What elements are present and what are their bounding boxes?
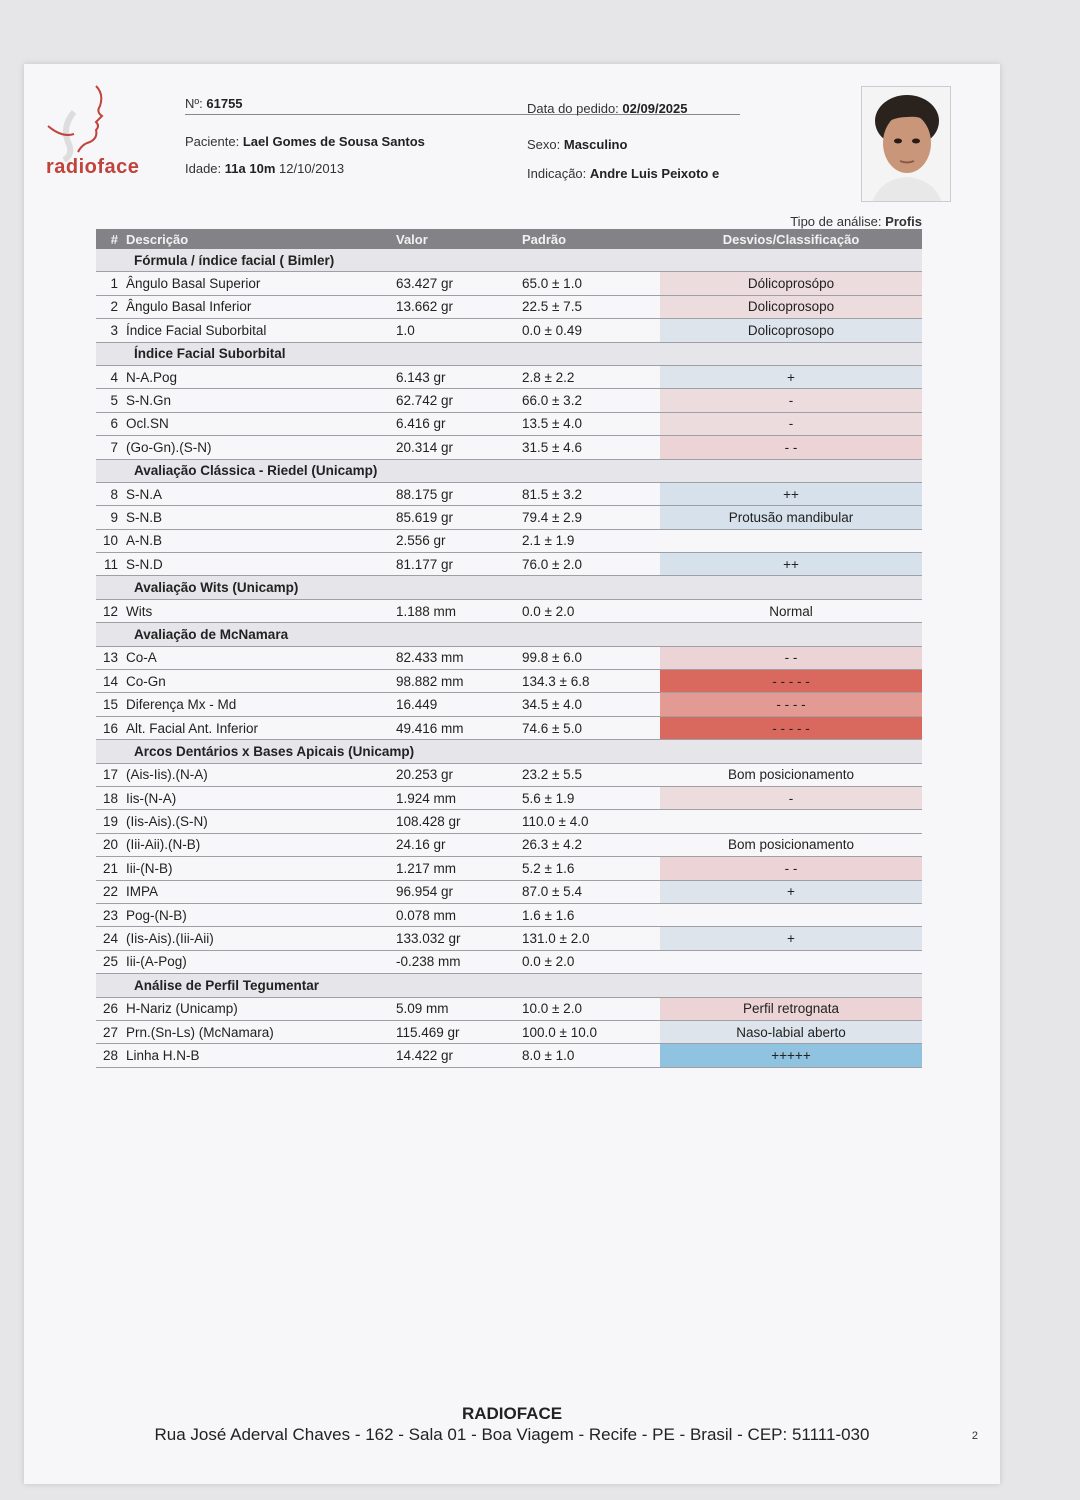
table-row	[96, 670, 922, 693]
sex-label: Sexo:	[527, 137, 561, 152]
row-classification: -	[660, 413, 922, 435]
header-desc: Descrição	[126, 231, 189, 247]
row-standard: 134.3 ± 6.8	[522, 673, 590, 689]
table-row	[96, 787, 922, 810]
order-number	[185, 96, 243, 111]
row-classification: Naso-labial aberto	[660, 1021, 922, 1043]
row-standard: 1.6 ± 1.6	[522, 907, 575, 923]
row-number: 6	[110, 416, 118, 432]
row-standard: 22.5 ± 7.5	[522, 299, 582, 315]
row-value: 6.143 gr	[396, 369, 446, 385]
row-standard: 8.0 ± 1.0	[522, 1047, 575, 1063]
row-number: 25	[102, 954, 118, 970]
row-number: 5	[110, 393, 118, 409]
report-sheet	[24, 64, 1000, 1484]
row-description: Iii-(A-Pog)	[126, 954, 187, 970]
row-description: IMPA	[126, 884, 159, 900]
row-classification: - -	[660, 436, 922, 458]
table-row	[96, 717, 922, 740]
page-number: 2	[971, 1430, 978, 1442]
row-value: -0.238 mm	[396, 954, 461, 970]
row-number: 14	[102, 673, 118, 689]
brand-wordmark: radioface	[46, 156, 140, 178]
row-standard: 65.0 ± 1.0	[522, 276, 582, 292]
row-description: (Go-Gn).(S-N)	[126, 439, 212, 455]
row-number: 15	[102, 697, 118, 713]
age	[185, 161, 344, 176]
row-number: 1	[110, 276, 118, 292]
footer	[24, 1404, 1000, 1445]
row-standard: 23.2 ± 5.5	[522, 767, 582, 783]
row-standard: 10.0 ± 2.0	[522, 1001, 582, 1017]
order-date-label: Data do pedido:	[527, 101, 619, 116]
table-row	[96, 530, 922, 553]
row-value: 81.177 gr	[396, 556, 454, 572]
row-value: 1.0	[396, 322, 415, 338]
row-value: 62.742 gr	[396, 393, 454, 409]
section-title: Análise de Perfil Tegumentar	[134, 977, 320, 993]
face-profile-icon	[44, 82, 134, 162]
row-classification	[660, 530, 922, 552]
row-description: Linha H.N-B	[126, 1047, 200, 1063]
row-number: 13	[102, 650, 118, 666]
row-number: 28	[102, 1047, 118, 1063]
section-title: Índice Facial Suborbital	[134, 346, 286, 362]
row-description: S-N.A	[126, 486, 163, 502]
row-number: 27	[102, 1024, 118, 1040]
table-row	[96, 1044, 922, 1067]
row-value: 88.175 gr	[396, 486, 454, 502]
row-number: 11	[103, 556, 118, 572]
row-number: 22	[102, 884, 118, 900]
section-title: Fórmula / índice facial ( Bimler)	[134, 252, 335, 268]
row-description: Iii-(N-B)	[126, 860, 173, 876]
row-classification: -	[660, 389, 922, 411]
section-row	[96, 740, 922, 763]
sex-value: Masculino	[563, 137, 628, 152]
row-value: 133.032 gr	[396, 931, 461, 947]
row-number: 8	[110, 486, 118, 502]
row-standard: 5.2 ± 1.6	[522, 860, 575, 876]
row-value: 6.416 gr	[396, 416, 446, 432]
order-number-value: 61755	[206, 96, 243, 111]
row-description: S-N.D	[126, 556, 163, 572]
row-description: (Iis-Ais).(Iii-Aii)	[126, 931, 214, 947]
row-number: 26	[102, 1001, 118, 1017]
row-number: 19	[102, 814, 118, 830]
row-standard: 131.0 ± 2.0	[522, 931, 590, 947]
row-standard: 13.5 ± 4.0	[522, 416, 582, 432]
table-row	[96, 506, 922, 529]
row-classification: Perfil retrognata	[660, 998, 922, 1020]
row-standard: 87.0 ± 5.4	[522, 884, 582, 900]
row-classification: +	[660, 881, 922, 903]
row-classification: Dólicoprosópo	[660, 272, 922, 294]
section-title: Avaliação Wits (Unicamp)	[134, 580, 299, 596]
row-value: 24.16 gr	[396, 837, 446, 853]
row-classification: Dolicoprosopo	[660, 319, 922, 341]
row-number: 4	[110, 369, 118, 385]
row-number: 16	[102, 720, 118, 736]
section-title: Avaliação de McNamara	[134, 626, 289, 642]
row-description: (Iis-Ais).(S-N)	[126, 814, 208, 830]
row-number: 23	[102, 907, 118, 923]
row-standard: 66.0 ± 3.2	[522, 393, 582, 409]
row-standard: 5.6 ± 1.9	[522, 790, 575, 806]
row-number: 10	[102, 533, 118, 549]
row-value: 1.217 mm	[396, 860, 457, 876]
table-row	[96, 951, 922, 974]
row-standard: 34.5 ± 4.0	[522, 697, 582, 713]
row-standard: 76.0 ± 2.0	[522, 556, 582, 572]
table-row	[96, 483, 922, 506]
row-value: 98.882 mm	[396, 673, 464, 689]
row-classification: Bom posicionamento	[727, 837, 855, 853]
row-classification: - - - -	[660, 693, 922, 715]
table-body	[96, 249, 922, 1068]
patient-label: Paciente:	[185, 134, 240, 149]
row-value: 20.253 gr	[396, 767, 454, 783]
footer-address: Rua José Aderval Chaves - 162 - Sala 01 - Boa Viagem - Recife - PE - Brasil - CEP: 51111-030	[154, 1425, 870, 1444]
row-number: 12	[102, 603, 118, 619]
table-row	[96, 366, 922, 389]
table-row	[96, 413, 922, 436]
header-num: #	[110, 231, 118, 247]
row-number: 9	[110, 509, 118, 525]
row-description: Co-A	[126, 650, 157, 666]
row-standard: 0.0 ± 2.0	[522, 603, 575, 619]
row-value: 82.433 mm	[396, 650, 464, 666]
row-description: H-Nariz (Unicamp)	[126, 1001, 238, 1017]
section-row	[96, 249, 922, 272]
table-row	[96, 436, 922, 459]
row-classification: Protusão mandibular	[660, 506, 922, 528]
analysis-type-value: Profis	[885, 214, 922, 229]
row-classification: - -	[660, 857, 922, 879]
row-standard: 110.0 ± 4.0	[522, 814, 589, 830]
row-description: Pog-(N-B)	[126, 907, 187, 923]
table-row	[96, 904, 922, 927]
row-classification: - - - - -	[660, 670, 922, 692]
table-row	[96, 319, 922, 342]
row-description: A-N.B	[126, 533, 163, 549]
row-standard: 31.5 ± 4.6	[522, 439, 582, 455]
row-classification: +++++	[660, 1044, 922, 1066]
table-row	[96, 857, 922, 880]
row-classification: ++	[660, 553, 922, 575]
table-row	[96, 1021, 922, 1044]
section-title: Avaliação Clássica - Riedel (Unicamp)	[134, 463, 378, 479]
patient-name: Lael Gomes de Sousa Santos	[242, 134, 425, 149]
row-description: (Iii-Aii).(N-B)	[126, 837, 201, 853]
row-description: Ocl.SN	[126, 416, 169, 432]
row-description: S-N.Gn	[126, 393, 172, 409]
row-description: Alt. Facial Ant. Inferior	[126, 720, 259, 736]
sex	[527, 137, 627, 152]
row-classification: - - - - -	[660, 717, 922, 739]
row-description: (Ais-Iis).(N-A)	[126, 767, 208, 783]
row-classification: Normal	[769, 603, 813, 619]
row-number: 20	[102, 837, 118, 853]
row-value: 14.422 gr	[396, 1047, 454, 1063]
row-description: N-A.Pog	[126, 369, 178, 385]
row-classification: Bom posicionamento	[727, 767, 855, 783]
header-val: Valor	[396, 231, 428, 247]
row-classification	[660, 904, 922, 926]
table-row	[96, 810, 922, 833]
row-value: 16.449	[396, 697, 438, 713]
patient	[185, 134, 425, 149]
table-row	[96, 998, 922, 1021]
cephalometric-table	[96, 229, 922, 1068]
order-date-value: 02/09/2025	[622, 101, 688, 116]
row-standard: 2.8 ± 2.2	[522, 369, 575, 385]
order-date	[527, 101, 688, 116]
row-number: 21	[102, 860, 118, 876]
row-description: Wits	[126, 603, 153, 619]
row-number: 18	[102, 790, 118, 806]
row-standard: 0.0 ± 2.0	[522, 954, 575, 970]
row-description: Iis-(N-A)	[126, 790, 177, 806]
row-number: 2	[110, 299, 118, 315]
row-value: 115.469 gr	[396, 1024, 460, 1040]
row-standard: 79.4 ± 2.9	[522, 509, 582, 525]
row-value: 1.924 mm	[396, 790, 457, 806]
indication-value: Andre Luis Peixoto e	[589, 166, 720, 181]
table-header	[96, 229, 922, 249]
row-classification: -	[660, 787, 922, 809]
age-value: 11a 10m	[224, 161, 276, 176]
section-title: Arcos Dentários x Bases Apicais (Unicamp)	[134, 743, 415, 759]
row-standard: 0.0 ± 0.49	[522, 322, 582, 338]
table-row	[96, 553, 922, 576]
row-classification: - -	[660, 647, 922, 669]
patient-photo	[861, 86, 951, 202]
row-description: Ângulo Basal Inferior	[126, 299, 252, 315]
row-number: 7	[110, 439, 118, 455]
row-standard: 2.1 ± 1.9	[522, 533, 575, 549]
age-label: Idade:	[185, 161, 222, 176]
header-pad: Padrão	[522, 231, 567, 247]
row-value: 63.427 gr	[396, 276, 454, 292]
table-row	[96, 693, 922, 716]
row-classification	[660, 810, 922, 832]
row-classification: Dolicoprosopo	[660, 296, 922, 318]
row-value: 49.416 mm	[396, 720, 464, 736]
row-standard: 26.3 ± 4.2	[522, 837, 582, 853]
table-row	[96, 389, 922, 412]
row-description: Prn.(Sn-Ls) (McNamara)	[126, 1024, 274, 1040]
table-row	[96, 881, 922, 904]
row-description: Diferença Mx - Md	[126, 697, 237, 713]
row-standard: 99.8 ± 6.0	[522, 650, 582, 666]
row-standard: 81.5 ± 3.2	[522, 486, 582, 502]
section-row	[96, 460, 922, 483]
table-row	[96, 927, 922, 950]
row-classification: +	[660, 927, 922, 949]
row-value: 13.662 gr	[396, 299, 454, 315]
table-row	[96, 272, 922, 295]
table-row	[96, 834, 922, 857]
row-number: 17	[102, 767, 118, 783]
row-description: Ângulo Basal Superior	[126, 276, 261, 292]
row-standard: 74.6 ± 5.0	[522, 720, 582, 736]
row-description: Índice Facial Suborbital	[126, 322, 267, 338]
row-value: 85.619 gr	[396, 509, 454, 525]
row-description: Co-Gn	[126, 673, 166, 689]
row-value: 0.078 mm	[396, 907, 457, 923]
row-classification	[660, 951, 922, 973]
header-dev: Desvios/Classificação	[722, 231, 860, 247]
section-row	[96, 576, 922, 599]
row-number: 3	[110, 322, 118, 338]
section-row	[96, 343, 922, 366]
table-row	[96, 764, 922, 787]
footer-brand: RADIOFACE	[461, 1404, 563, 1423]
table-row	[96, 647, 922, 670]
row-standard: 100.0 ± 10.0	[522, 1024, 597, 1040]
row-value: 20.314 gr	[396, 439, 454, 455]
indication-label: Indicação:	[527, 166, 587, 181]
table-row	[96, 296, 922, 319]
section-row	[96, 974, 922, 997]
analysis-type-label: Tipo de análise:	[790, 214, 882, 229]
row-value: 5.09 mm	[396, 1001, 449, 1017]
row-value: 108.428 gr	[396, 814, 461, 830]
birth-date: 12/10/2013	[279, 161, 345, 176]
order-number-label: Nº:	[185, 96, 203, 111]
row-classification: +	[660, 366, 922, 388]
row-value: 2.556 gr	[396, 533, 446, 549]
row-classification: ++	[660, 483, 922, 505]
row-value: 96.954 gr	[396, 884, 454, 900]
analysis-type	[790, 214, 922, 229]
row-number: 24	[102, 931, 118, 947]
row-description: S-N.B	[126, 509, 163, 525]
row-value: 1.188 mm	[396, 603, 457, 619]
table-row	[96, 600, 922, 623]
indication	[527, 166, 719, 181]
section-row	[96, 623, 922, 646]
